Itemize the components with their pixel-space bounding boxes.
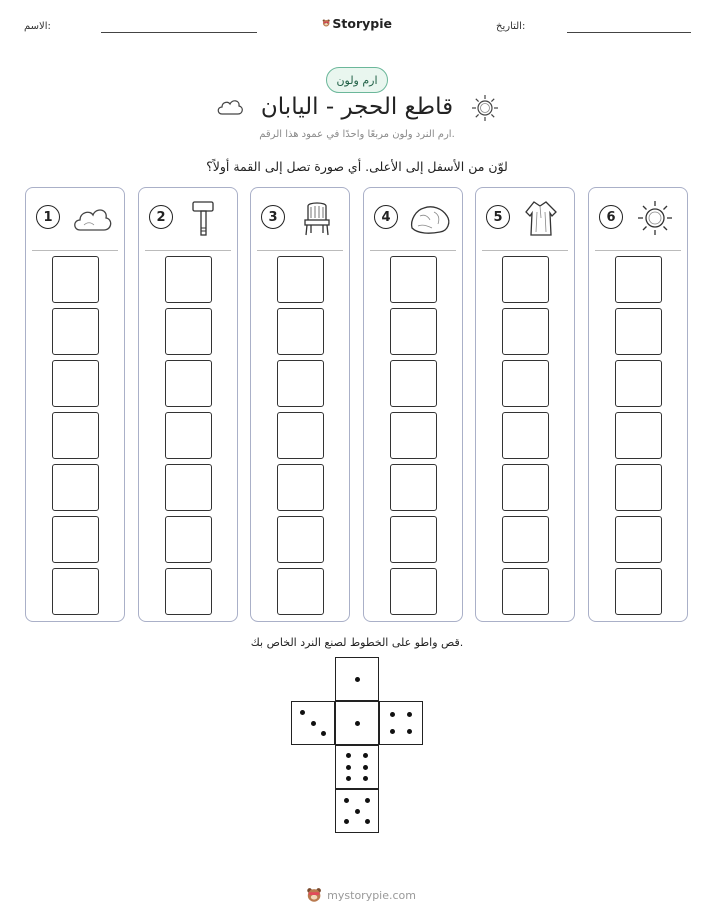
color-box[interactable]: [52, 360, 99, 407]
bear-logo-icon: [322, 14, 330, 32]
footer-url[interactable]: mystorypie.com: [327, 888, 416, 902]
dice-pip: [363, 753, 368, 758]
date-label: التاريخ:: [496, 21, 526, 32]
chair-icon: [295, 198, 339, 238]
dice-pip: [311, 721, 316, 726]
color-box[interactable]: [615, 464, 662, 511]
column-divider: [145, 250, 231, 251]
column-number: 2: [149, 205, 173, 229]
dice-pip: [321, 731, 326, 736]
color-box[interactable]: [277, 464, 324, 511]
color-box[interactable]: [615, 360, 662, 407]
color-box[interactable]: [502, 516, 549, 563]
color-box[interactable]: [277, 412, 324, 459]
column-number: 5: [486, 205, 510, 229]
column-6: [588, 187, 688, 622]
hammer-icon: [183, 198, 227, 238]
subtitle: ارم النرد ولون مربعًا واحدًا في عمود هذا الرقم.: [259, 129, 455, 140]
dice-pip: [344, 798, 349, 803]
name-line[interactable]: [101, 32, 257, 33]
page-title: قاطع الحجر - اليابان: [260, 94, 454, 120]
color-box[interactable]: [502, 568, 549, 615]
cloud-icon: [70, 198, 114, 238]
color-box[interactable]: [52, 464, 99, 511]
instruction: لوّن من الأسفل إلى الأعلى. أي صورة تصل إلى القمة أولاً؟: [206, 159, 508, 174]
dice-pip: [346, 765, 351, 770]
color-box[interactable]: [165, 360, 212, 407]
color-box[interactable]: [615, 568, 662, 615]
dice-pip: [365, 819, 370, 824]
color-box[interactable]: [165, 568, 212, 615]
color-box[interactable]: [502, 256, 549, 303]
dice-face: [379, 701, 423, 745]
color-box[interactable]: [390, 464, 437, 511]
color-box[interactable]: [165, 464, 212, 511]
dice-pip: [407, 712, 412, 717]
dice-face: [335, 789, 379, 833]
color-box[interactable]: [277, 360, 324, 407]
footer: [306, 885, 416, 905]
color-box[interactable]: [277, 256, 324, 303]
color-box[interactable]: [390, 412, 437, 459]
color-box[interactable]: [277, 568, 324, 615]
column-2: [138, 187, 238, 622]
color-box[interactable]: [52, 568, 99, 615]
column-5: [475, 187, 575, 622]
color-box[interactable]: [52, 412, 99, 459]
color-box[interactable]: [502, 412, 549, 459]
name-label: الاسم:: [24, 21, 51, 32]
dice-pip: [390, 729, 395, 734]
color-box[interactable]: [390, 360, 437, 407]
color-box[interactable]: [390, 568, 437, 615]
rock-icon: [408, 198, 452, 238]
color-box[interactable]: [502, 464, 549, 511]
dice-pip: [363, 776, 368, 781]
sun-icon: [470, 93, 500, 123]
color-box[interactable]: [390, 308, 437, 355]
color-box[interactable]: [52, 308, 99, 355]
color-box[interactable]: [165, 516, 212, 563]
column-3: [250, 187, 350, 622]
dice-pip: [300, 710, 305, 715]
column-divider: [257, 250, 343, 251]
column-divider: [482, 250, 568, 251]
color-box[interactable]: [277, 516, 324, 563]
color-box[interactable]: [615, 308, 662, 355]
dice-pip: [390, 712, 395, 717]
color-box[interactable]: [615, 412, 662, 459]
color-box[interactable]: [615, 516, 662, 563]
color-box[interactable]: [277, 308, 324, 355]
brand-name: Storypie: [332, 15, 392, 31]
dice-pip: [355, 677, 360, 682]
dice-pip: [346, 776, 351, 781]
sun-icon: [633, 198, 677, 238]
dice-pip: [365, 798, 370, 803]
activity-badge: ارم ولون: [326, 67, 388, 93]
dice-face: [335, 701, 379, 745]
bear-logo-icon: [306, 886, 322, 904]
cut-instruction: قص واطو على الخطوط لصنع النرد الخاص بك.: [250, 636, 464, 649]
color-box[interactable]: [390, 516, 437, 563]
color-box[interactable]: [502, 308, 549, 355]
color-box[interactable]: [165, 308, 212, 355]
column-number: 1: [36, 205, 60, 229]
color-box[interactable]: [165, 412, 212, 459]
column-number: 3: [261, 205, 285, 229]
brand-logo: [322, 13, 392, 33]
color-box[interactable]: [615, 256, 662, 303]
dice-pip: [363, 765, 368, 770]
dice-pip: [407, 729, 412, 734]
date-line[interactable]: [567, 32, 691, 33]
color-box[interactable]: [52, 516, 99, 563]
color-box[interactable]: [52, 256, 99, 303]
column-divider: [32, 250, 118, 251]
column-number: 6: [599, 205, 623, 229]
column-divider: [370, 250, 456, 251]
dice-pip: [355, 721, 360, 726]
color-box[interactable]: [502, 360, 549, 407]
column-number: 4: [374, 205, 398, 229]
column-4: [363, 187, 463, 622]
dice-pip: [355, 809, 360, 814]
color-box[interactable]: [390, 256, 437, 303]
dice-pip: [344, 819, 349, 824]
dice-face: [335, 745, 379, 789]
color-box[interactable]: [165, 256, 212, 303]
column-divider: [595, 250, 681, 251]
dice-face: [291, 701, 335, 745]
dice-pip: [346, 753, 351, 758]
dice-face: [335, 657, 379, 701]
column-1: [25, 187, 125, 622]
robe-icon: [520, 198, 564, 238]
